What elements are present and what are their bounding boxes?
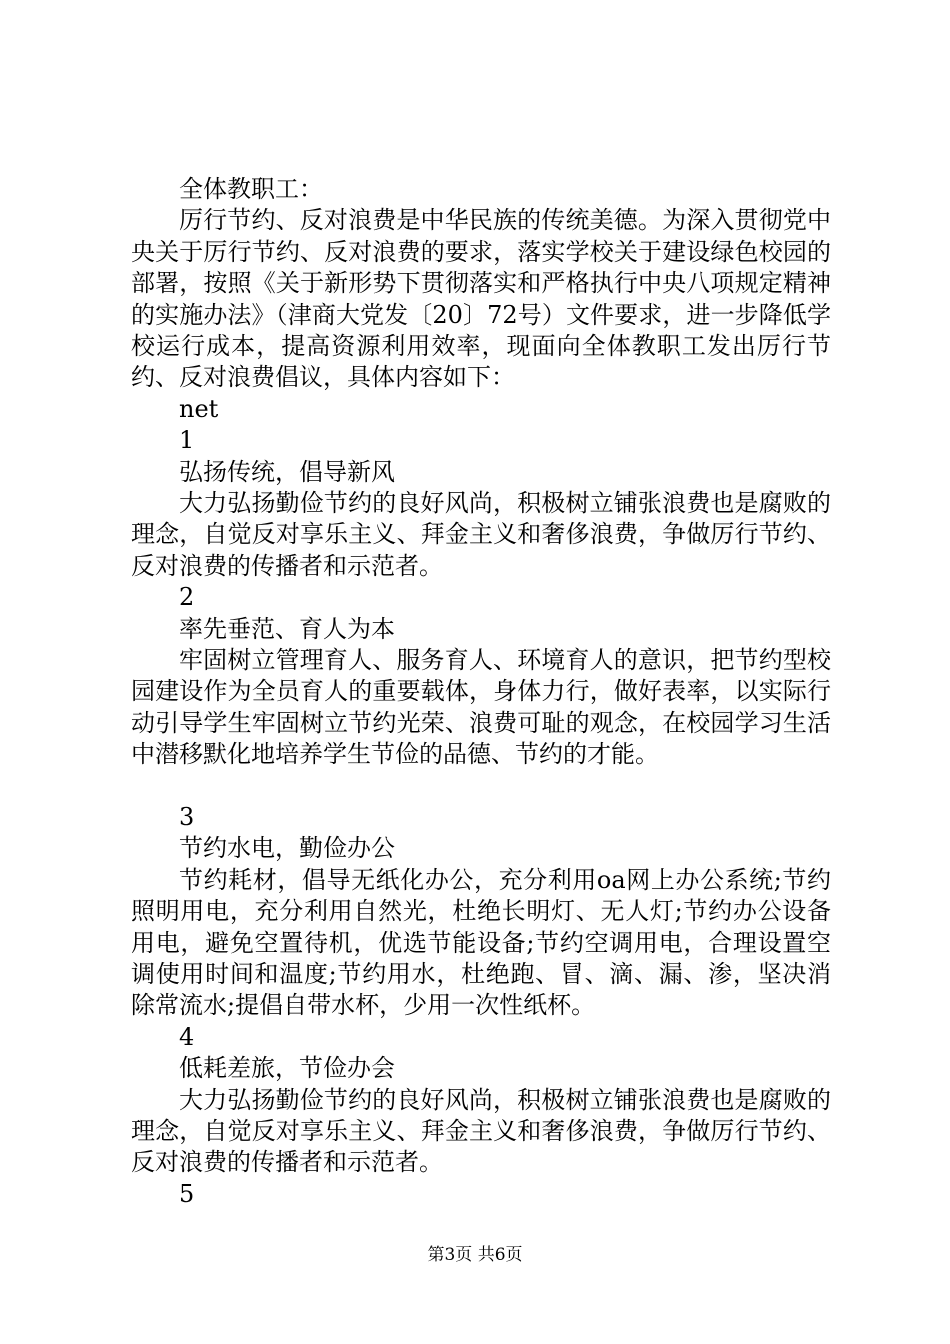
section-heading: 率先垂范、育人为本 [179,614,395,643]
section-heading: 弘扬传统，倡导新风 [179,457,395,486]
section-body: 大力弘扬勤俭节约的良好风尚，积极树立铺张浪费也是腐败的理念，自觉反对享乐主义、拜金主义和奢侈浪费，争做厉行节约、反对浪费的传播者和示范者。 [131,489,831,580]
section-body: 节约耗材，倡导无纸化办公，充分利用oa网上办公系统;节约照明用电，充分利用自然光，杜绝长明灯、无人灯;节约办公设备用电，避免空置待机，优选节能设备;节约空调用电，合理设置空调使用时间和温度;节约用水，杜绝跑、冒、滴、漏、渗，坚决消除常流水;提倡自带水杯，少用一次性纸杯。 [131,865,831,1020]
section-number: 4 [179,1022,195,1051]
intro-paragraph: 厉行节约、反对浪费是中华民族的传统美德。为深入贯彻党中央关于厉行节约、反对浪费的要求，落实学校关于建设绿色校园的部署，按照《关于新形势下贯彻落实和严格执行中央八项规定精神的实施办法》（津商大党发〔20〕72号）文件要求，进一步降低学校运行成本，提高资源利用效率，现面向全体教职工发出厉行节约、反对浪费倡议，具体内容如下： [131,206,831,392]
salutation: 全体教职工： [179,175,323,203]
section-number: 3 [179,803,195,832]
section-number: 1 [179,426,195,455]
section-3 [131,802,831,1022]
section-1 [131,425,831,582]
page-footer: 第3页 共6页 [427,1245,523,1265]
section-4 [131,1022,831,1179]
blank-line [131,771,831,802]
section-2 [131,582,831,770]
section-number: 2 [179,583,195,612]
trailing-section-number: 5 [179,1179,195,1208]
document-body [131,174,831,1210]
section-body: 大力弘扬勤俭节约的良好风尚，积极树立铺张浪费也是腐败的理念，自觉反对享乐主义、拜金主义和奢侈浪费，争做厉行节约、反对浪费的传播者和示范者。 [131,1085,831,1177]
section-heading: 低耗差旅，节俭办会 [179,1054,395,1083]
section-body: 牢固树立管理育人、服务育人、环境育人的意识，把节约型校园建设作为全员育人的重要载体，身体力行，做好表率，以实际行动引导学生牢固树立节约光荣、浪费可耻的观念，在校园学习生活中潜移默化地培养学生节俭的品德、节约的才能。 [131,646,831,769]
section-heading: 节约水电，勤俭办公 [179,834,395,863]
net-text: net [179,394,219,423]
